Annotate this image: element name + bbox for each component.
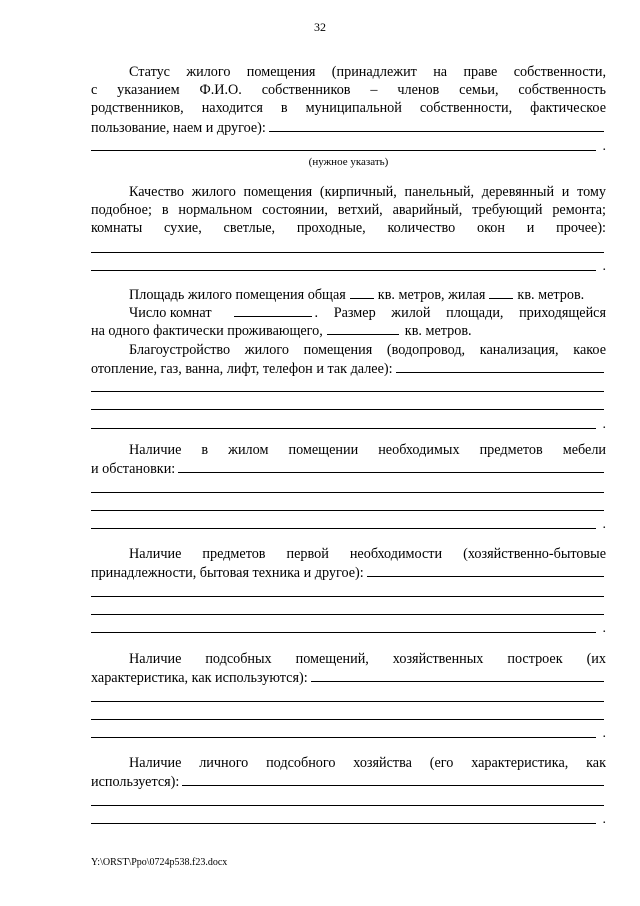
amenities-answer-line-1[interactable] bbox=[91, 377, 606, 395]
quality-text-line-1: Качество жилого помещения (кирпичный, панельный, деревянный и тому bbox=[129, 184, 606, 200]
section-furniture bbox=[91, 441, 606, 532]
rooms-blank[interactable] bbox=[234, 304, 312, 317]
farm-text-line: Наличие личного подсобного хозяйства (его характеристика, как bbox=[129, 755, 606, 771]
farm-lead-row bbox=[91, 772, 606, 790]
furniture-text-line: Наличие в жилом помещении необходимых предметов мебели bbox=[129, 442, 606, 458]
rooms-label: Число комнат bbox=[129, 305, 212, 322]
area-living-blank[interactable] bbox=[489, 286, 513, 299]
essentials-answer-line-2[interactable] bbox=[91, 600, 606, 618]
section-quality bbox=[91, 183, 606, 274]
furniture-fill-line[interactable] bbox=[178, 459, 604, 473]
farm-answer-line-1[interactable] bbox=[91, 790, 606, 808]
status-fill-line[interactable] bbox=[269, 118, 604, 132]
section-area bbox=[91, 286, 606, 432]
status-text-line-3: родственников, находится в муниципальной собственности, фактическое bbox=[91, 100, 606, 117]
essentials-lead-row bbox=[91, 563, 606, 581]
status-text-line-1: Статус жилого помещения (принадлежит на праве собственности, bbox=[129, 64, 606, 80]
essentials-text-line: Наличие предметов первой необходимости (хозяйственно-бытовые bbox=[129, 546, 606, 562]
status-lead-row bbox=[91, 118, 606, 136]
status-answer-line[interactable]: . bbox=[91, 136, 606, 154]
quality-answer-line-1[interactable] bbox=[91, 238, 606, 256]
area-unit-label: кв. метров. bbox=[517, 287, 585, 303]
outbuildings-answer-line-1[interactable] bbox=[91, 686, 606, 704]
essentials-fill-line[interactable] bbox=[367, 563, 604, 577]
amenities-fill-line[interactable] bbox=[396, 359, 604, 373]
area-total-label: Площадь жилого помещения общая bbox=[129, 287, 346, 303]
furniture-lead-row bbox=[91, 459, 606, 477]
essentials-answer-line-3[interactable]: . bbox=[91, 618, 606, 636]
outbuildings-fill-line[interactable] bbox=[311, 668, 604, 682]
amenities-lead-row bbox=[91, 359, 606, 377]
section-essentials bbox=[91, 545, 606, 636]
area-living-label: кв. метров, жилая bbox=[377, 287, 486, 303]
quality-text-line-3: комнаты сухие, светлые, проходные, количество окон и прочее): bbox=[91, 220, 606, 237]
outbuildings-answer-line-3[interactable]: . bbox=[91, 723, 606, 741]
area-total-blank[interactable] bbox=[350, 286, 374, 299]
area-row-3 bbox=[91, 322, 606, 340]
amenities-answer-line-2[interactable] bbox=[91, 395, 606, 413]
status-lead-text: пользование, наем и другое): bbox=[91, 119, 266, 136]
page-number: 32 bbox=[314, 20, 326, 34]
outbuildings-answer-line-2[interactable] bbox=[91, 705, 606, 723]
section-outbuildings bbox=[91, 650, 606, 741]
quality-answer-line-2[interactable]: . bbox=[91, 256, 606, 274]
furniture-answer-line-3[interactable]: . bbox=[91, 514, 606, 532]
section-farm bbox=[91, 754, 606, 827]
area-row-2 bbox=[91, 304, 606, 322]
furniture-answer-line-2[interactable] bbox=[91, 496, 606, 514]
outbuildings-text-line: Наличие подсобных помещений, хозяйственных построек (их bbox=[129, 651, 606, 667]
furniture-answer-line-1[interactable] bbox=[91, 477, 606, 495]
amenities-text-line: Благоустройство жилого помещения (водопровод, канализация, какое bbox=[129, 341, 606, 358]
essentials-lead-text: принадлежности, бытовая техника и другое): bbox=[91, 565, 364, 582]
furniture-lead-text: и обстановки: bbox=[91, 461, 176, 478]
amenities-answer-line-3[interactable]: . bbox=[91, 413, 606, 431]
per-person-unit: кв. метров. bbox=[404, 323, 472, 340]
outbuildings-lead-row bbox=[91, 668, 606, 686]
outbuildings-lead-text: характеристика, как используются): bbox=[91, 670, 308, 687]
per-person-blank[interactable] bbox=[327, 322, 399, 335]
per-person-label-2: на одного фактически проживающего, bbox=[91, 323, 323, 340]
farm-answer-line-2[interactable]: . bbox=[91, 809, 606, 827]
amenities-lead-text: отопление, газ, ванна, лифт, телефон и так далее): bbox=[91, 360, 393, 377]
status-text-line-2: с указанием Ф.И.О. собственников – членов семьи, собственность bbox=[91, 82, 606, 99]
area-row-1 bbox=[91, 286, 606, 304]
section-status bbox=[91, 63, 606, 169]
status-caption: (нужное указать) bbox=[308, 155, 389, 168]
quality-text-line-2: подобное; в нормальном состоянии, ветхий, аварийный, требующий ремонта; bbox=[91, 202, 606, 219]
essentials-answer-line-1[interactable] bbox=[91, 581, 606, 599]
file-path-footer: Y:\ORST\Ppo\0724p538.f23.docx bbox=[91, 857, 228, 868]
farm-lead-text: используется): bbox=[91, 774, 180, 791]
per-person-label: . Размер жилой площади, приходящейся bbox=[314, 305, 606, 322]
farm-fill-line[interactable] bbox=[182, 772, 604, 786]
